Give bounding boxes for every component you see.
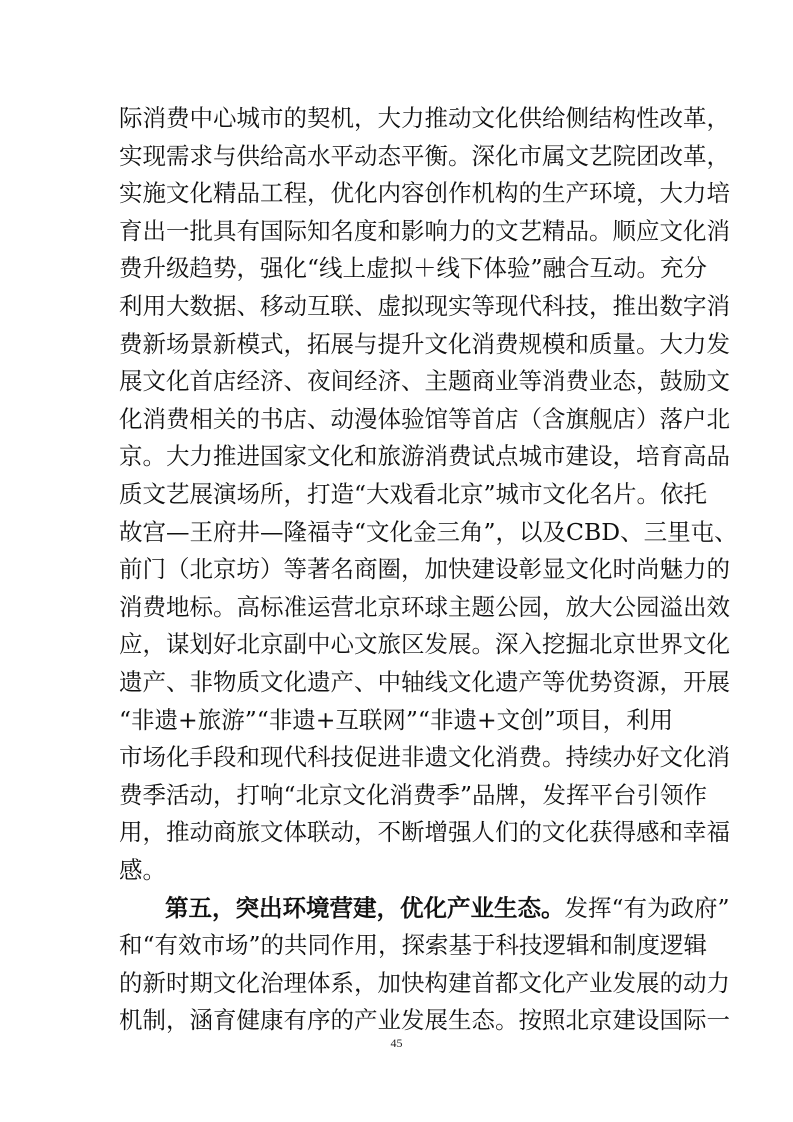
text-line: 故宫—王府井—隆福寺“文化金三角”，以及CBD、三里屯、 [119,517,738,546]
text-line: 实施文化精品工程，优化内容创作机构的生产环境，大力培 [119,179,730,208]
text-line: 用，推动商旅文体联动，不断增强人们的文化获得感和幸福 [119,818,730,847]
text-line: 应，谋划好北京副中心文旅区发展。深入挖掘北京世界文化 [119,630,730,659]
text-line: 和“有效市场”的共同作用，探索基于科技逻辑和制度逻辑 [119,931,708,960]
text-line: 京。大力推进国家文化和旅游消费试点城市建设，培育高品 [119,442,730,471]
text-line: 感。 [119,856,166,884]
text-line: 际消费中心城市的契机，大力推动文化供给侧结构性改革， [119,104,730,132]
text-line: 实现需求与供给高水平动态平衡。深化市属文艺院团改革， [119,141,730,170]
text-line: 利用大数据、移动互联、虚拟现实等现代科技，推出数字消 [119,292,730,320]
text-line: 化消费相关的书店、动漫体验馆等首店（含旗舰店）落户北 [119,404,730,433]
text-line: 育出一批具有国际知名度和影响力的文艺精品。顺应文化消 [119,216,730,245]
text-line: 质文艺展演场所，打造“大戏看北京”城市文化名片。依托 [119,480,708,508]
paragraph-first-line-rest: 发挥“有为政府” [564,893,730,922]
paragraph-heading: 第五，突出环境营建，优化产业生态。 [165,893,565,922]
text-line: 前门（北京坊）等著名商圈，加快建设彰显文化时尚魅力的 [119,555,730,584]
text-line: 机制，涵育健康有序的产业发展生态。按照北京建设国际一 [119,1006,730,1035]
text-line: 费升级趋势，强化“线上虚拟＋线下体验”融合互动。充分 [119,254,708,283]
text-line: 的新时期文化治理体系，加快构建首都文化产业发展的动力 [119,968,730,997]
paragraph-first-line [165,890,730,926]
page-number: 45 [390,1036,403,1050]
text-line: 消费地标。高标准运营北京环球主题公园，放大公园溢出效 [119,592,730,621]
text-line: “非遗+旅游”“非遗+互联网”“非遗+文创”项目，利用 [119,705,674,734]
text-line: 展文化首店经济、夜间经济、主题商业等消费业态，鼓励文 [119,367,730,396]
text-line: 遗产、非物质文化遗产、中轴线文化遗产等优势资源，开展 [119,668,730,696]
text-line: 费季活动，打响“北京文化消费季”品牌，发挥平台引领作 [119,780,708,809]
text-line: 费新场景新模式，拓展与提升文化消费规模和质量。大力发 [119,329,730,358]
text-line: 市场化手段和现代科技促进非遗文化消费。持续办好文化消 [119,743,730,772]
